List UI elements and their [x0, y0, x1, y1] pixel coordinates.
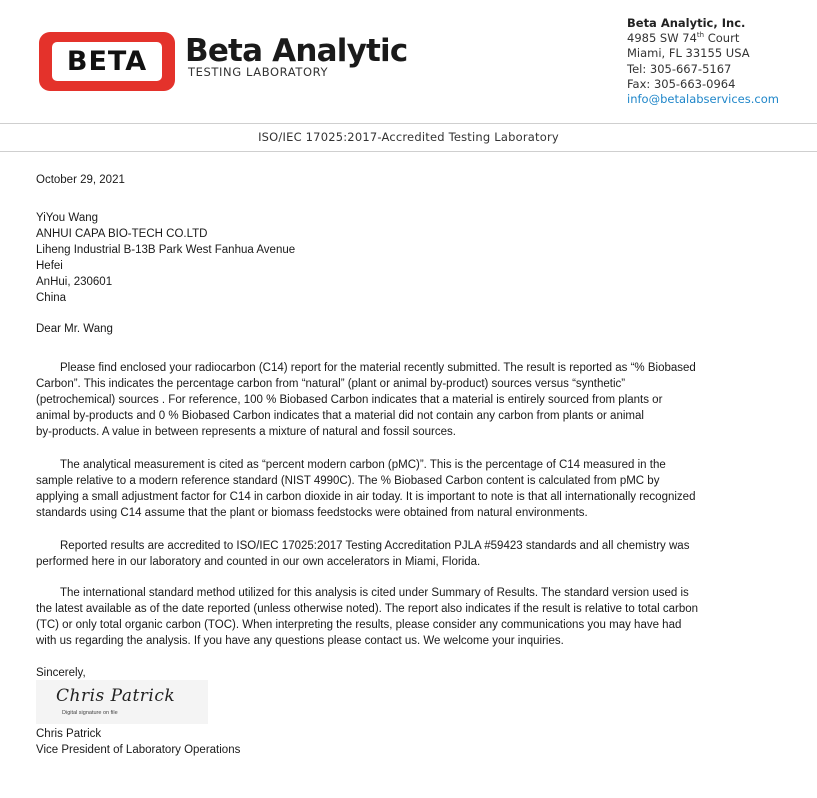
- paragraph-line: (TC) or only total organic carbon (TOC). When interpreting the results, please consider any communications you may have had: [36, 619, 682, 631]
- paragraph-line: Please find enclosed your radiocarbon (C14) report for the material recently submitted. The result is reported as “% Biobased: [60, 362, 696, 374]
- address-fax: Fax: 305-663-0964: [627, 76, 736, 91]
- paragraph-line: the latest available as of the date reported (unless otherwise noted). The report also indicates if the result is relative to total carbon: [36, 603, 699, 615]
- letter-date: October 29, 2021: [36, 174, 125, 186]
- paragraph-line: performed here in our laboratory and counted in our own accelerators in Miami, Florida.: [36, 556, 481, 568]
- paragraph-line: standards using C14 assume that the plant or biomass feedstocks were obtained from natural environments.: [36, 507, 588, 519]
- company-address: [627, 16, 779, 107]
- paragraph-line: with us regarding the analysis. If you have any questions please contact us. We welcome your inquiries.: [36, 635, 564, 647]
- signature-caption: Digital signature on file: [62, 710, 118, 716]
- paragraph-line: animal by-products and 0 % Biobased Carbon indicates that a material did not contain any carbon from plants or animal: [36, 410, 644, 422]
- paragraph-line: Reported results are accredited to ISO/IEC 17025:2017 Testing Accreditation PJLA #59423 standards and all chemistry was: [60, 540, 690, 552]
- recipient-line: YiYou Wang: [36, 212, 99, 224]
- recipient-line: ANHUI CAPA BIO-TECH CO.LTD: [36, 228, 208, 240]
- paragraph-line: (petrochemical) sources . For reference, 100 % Biobased Carbon indicates that a material is entirely sourced from plants or: [36, 394, 663, 406]
- closing: Sincerely,: [36, 667, 86, 679]
- brand-subtitle: TESTING LABORATORY: [188, 65, 329, 79]
- address-tel: Tel: 305-667-5167: [627, 61, 732, 76]
- recipient-block: [36, 210, 736, 306]
- address-company: Beta Analytic, Inc.: [627, 16, 746, 30]
- street-ordinal: th: [696, 31, 705, 40]
- recipient-line: AnHui, 230601: [36, 276, 113, 288]
- company-logo: [39, 32, 175, 91]
- signer-block: [36, 726, 736, 758]
- paragraph-line: applying a small adjustment factor for C14 in carbon dioxide in air today. It is important to note is that all internationally recognized: [36, 491, 696, 503]
- brand-name: Beta Analytic: [185, 33, 408, 69]
- signature-script: Chris Patrick: [56, 686, 176, 706]
- recipient-line: Liheng Industrial B-13B Park West Fanhua Avenue: [36, 244, 296, 256]
- street-name: Court: [704, 31, 740, 46]
- recipient-line: China: [36, 292, 67, 304]
- paragraph-method: [36, 585, 736, 649]
- paragraph-line: sample relative to a modern reference standard (NIST 4990C). The % Biobased Carbon content is calculated from pMC by: [36, 475, 660, 487]
- logo-inner-panel: [52, 42, 162, 81]
- recipient-line: Hefei: [36, 260, 63, 272]
- address-email-link[interactable]: info@betalabservices.com: [627, 92, 779, 107]
- salutation: Dear Mr. Wang: [36, 323, 113, 335]
- address-street: [627, 31, 779, 46]
- paragraph-biobased: [36, 360, 736, 440]
- paragraph-line: by-products. A value in between represents a mixture of natural and fossil sources.: [36, 426, 456, 438]
- signature-image: [36, 680, 208, 724]
- logo-text: BETA: [66, 46, 148, 77]
- paragraph-accreditation: [36, 538, 736, 570]
- address-city: Miami, FL 33155 USA: [627, 46, 750, 61]
- paragraph-line: The analytical measurement is cited as “percent modern carbon (pMC)”. This is the percentage of C14 measured in the: [60, 459, 666, 471]
- street-number: 4985 SW 74: [627, 31, 697, 46]
- paragraph-pmc: [36, 457, 736, 521]
- paragraph-line: Carbon”. This indicates the percentage carbon from “natural” (plant or animal by-product) sources versus “synthetic”: [36, 378, 626, 390]
- accreditation-bar: ISO/IEC 17025:2017-Accredited Testing Laboratory: [0, 123, 817, 152]
- signer-title: Vice President of Laboratory Operations: [36, 744, 241, 756]
- paragraph-line: The international standard method utilized for this analysis is cited under Summary of Results. The standard version used is: [60, 587, 689, 599]
- signer-name: Chris Patrick: [36, 728, 102, 740]
